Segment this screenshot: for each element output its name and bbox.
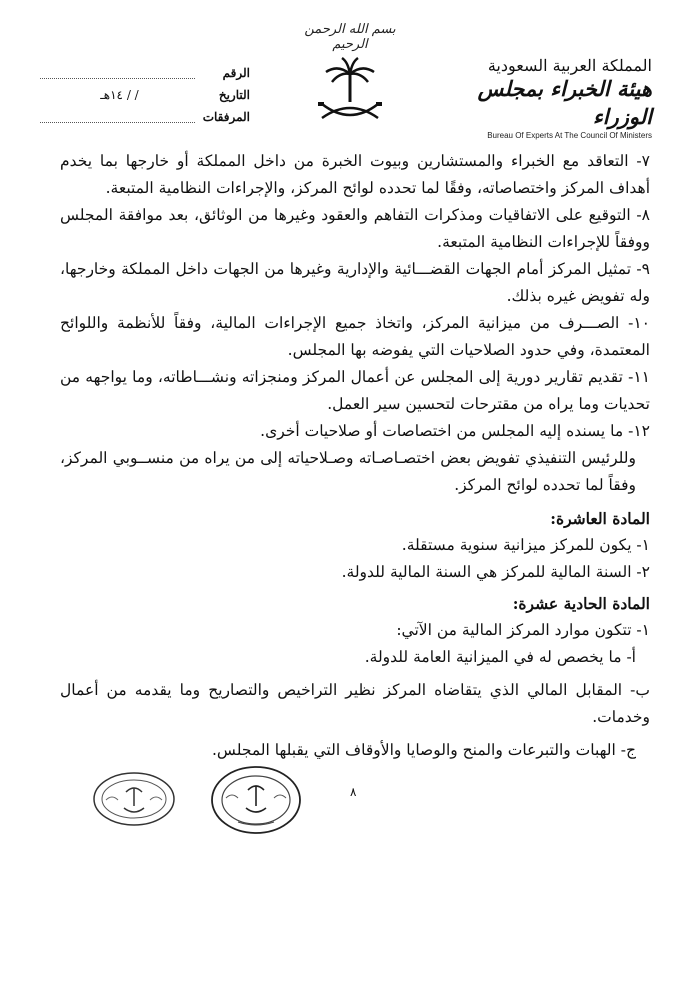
org-name-english: Bureau Of Experts At The Council Of Ministers	[487, 131, 652, 140]
item-11: ١١- تقديم تقارير دورية إلى المجلس عن أعمال المركز ومنجزاته ونشـــاطاته، وما يواجهه من تحديات وما يراه من مقترحات لتحسين سير العمل.	[60, 368, 650, 413]
reference-block	[40, 62, 250, 128]
article-10-item-2: ٢- السنة المالية للمركز هي السنة المالية للدولة.	[341, 563, 650, 581]
ref-number-label: الرقم	[222, 66, 250, 80]
article-11-item-1: ١- تتكون موارد المركز المالية من الآتي:	[396, 621, 650, 639]
item-9: ٩- تمثيل المركز أمام الجهات القضـــائية والإدارية وغيرها من الجهات داخل المملكة وخارجها، وله تفويض غيره بذلك.	[60, 260, 650, 305]
item-12: ١٢- ما يسنده إليه المجلس من اختصاصات أو صلاحيات أخرى.	[260, 422, 650, 440]
ref-date-value: / / ١٤هـ	[100, 88, 139, 102]
palm-and-swords-emblem-icon	[312, 52, 388, 128]
ref-number-value	[40, 62, 195, 79]
bureau-seal-icon	[210, 764, 302, 836]
ref-date-row	[40, 84, 250, 106]
org-country: المملكة العربية السعودية	[487, 56, 652, 75]
ref-attachments-row	[40, 106, 250, 128]
delegation-paragraph: وللرئيس التنفيذي تفويض بعض اختصـاصـاته وصـلاحياته إلى من يراه من منســوبي المركز، وفقاً لما تحدده لوائح المركز.	[60, 449, 636, 494]
article-10-item-1: ١- يكون للمركز ميزانية سنوية مستقلة.	[401, 536, 650, 554]
item-8: ٨- التوقيع على الاتفاقيات ومذكرات التفاهم والعقود وغيرها من الوثائق، بعد موافقة المجلس ووفقاً للإجراءات النظامية المتبعة.	[60, 206, 650, 251]
official-seal-icon	[92, 770, 176, 828]
page-number: ٨	[350, 785, 357, 799]
ref-date-label: التاريخ	[218, 88, 250, 102]
ref-number-row	[40, 62, 250, 84]
article-11-title: المادة الحادية عشرة:	[512, 594, 650, 613]
item-7: ٧- التعاقد مع الخبراء والمستشارين وبيوت الخبرة من داخل المملكة أو خارجها بما يخدم أهداف المركز واختصاصاته، وفقًا لما تحدده لوائح المركز، والإجراءات النظامية المتبعة.	[60, 152, 650, 197]
article-11-item-1b: ب- المقابل المالي الذي يتقاضاه المركز نظير التراخيص والتصاريح وما يقدمه من أعمال وخدمات.	[60, 681, 650, 726]
organization-header	[452, 56, 652, 140]
ref-attachments-label: المرفقات	[202, 110, 250, 124]
ref-attachments-value	[40, 106, 195, 123]
article-11-item-1a: أ- ما يخصص له في الميزانية العامة للدولة.	[364, 648, 636, 666]
article-10-title: المادة العاشرة:	[550, 509, 650, 528]
basmala: بسم الله الرحمن الرحيم	[304, 22, 396, 52]
document-body	[60, 148, 650, 764]
article-11-item-1c: ج- الهبات والتبرعات والمنح والوصايا والأوقاف التي يقبلها المجلس.	[212, 741, 636, 759]
item-10: ١٠- الصـــرف من ميزانية المركز، واتخاذ جميع الإجراءات المالية، وفقاً للأنظمة واللوائح المعتمدة، وفي حدود الصلاحيات التي يفوضه بها المجلس.	[60, 314, 650, 359]
org-name: هيئة الخبراء بمجلس الوزراء	[477, 76, 652, 129]
